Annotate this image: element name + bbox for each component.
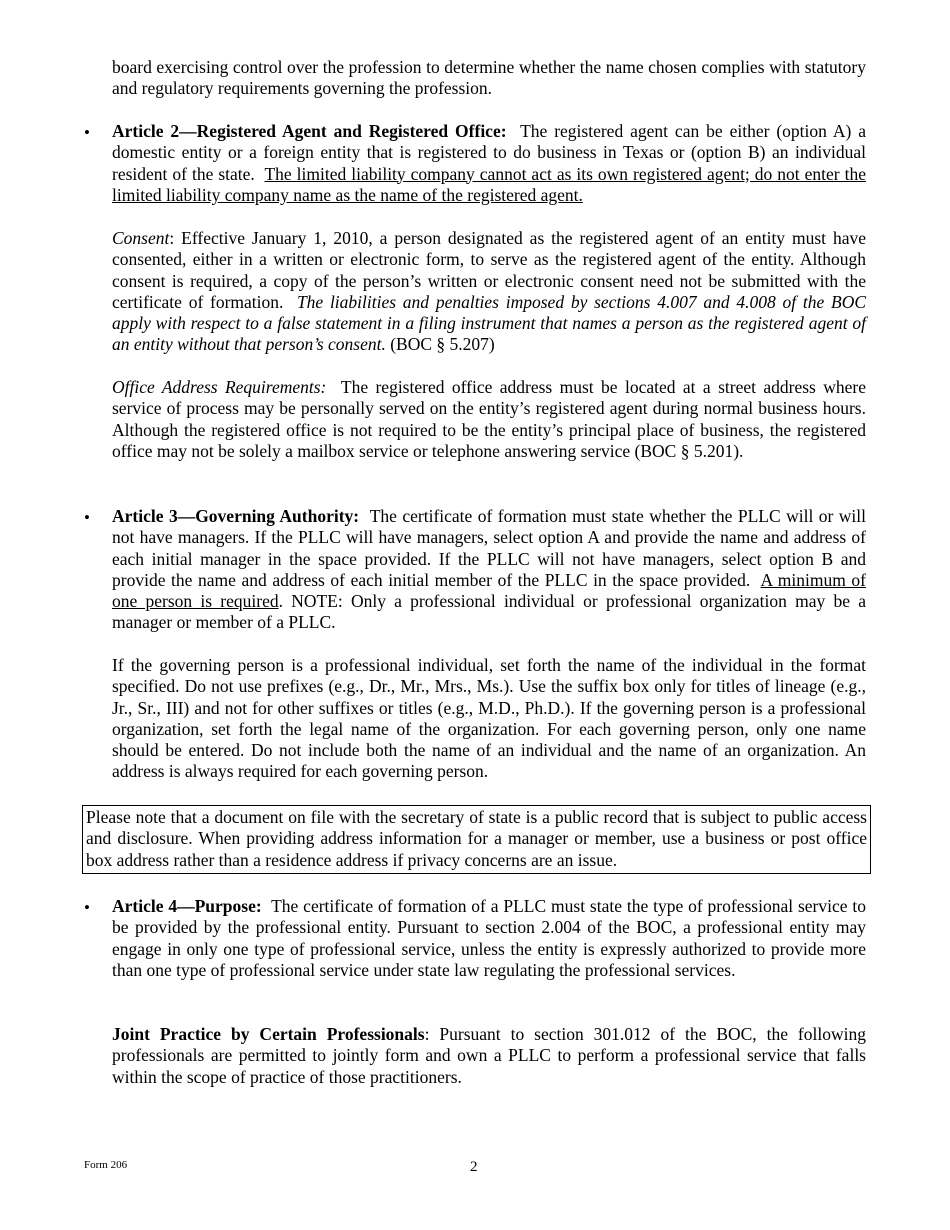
consent-text: : Effective January 1, 2010, a person designated as the registered agent of an entity must have consented, either in a written or electronic form, to serve as the registered agent of the entity. Although consent is required, a copy of the person’s written or electronic consent need not be submitted with the certificate of formation. xyxy=(112,228,866,312)
joint-practice-paragraph xyxy=(112,1024,866,1088)
form-number-footer: Form 206 xyxy=(84,1159,128,1171)
privacy-notice-box: Please note that a document on file with the secretary of state is a public record that is subject to public access and disclosure. When providing address information for a manager or member, use a business or post office box address rather than a residence address if privacy concerns are an issue. xyxy=(82,805,871,874)
consent-citation: (BOC § 5.207) xyxy=(390,334,495,355)
governing-person-paragraph: If the governing person is a professional individual, set forth the name of the individual in the format specified. Do not use prefixes (e.g., Dr., Mr., Mrs., Ms.). Use the suffix box only for titles of lineage (e.g., Jr., Sr., III) and not for other suffixes or titles (e.g., M.D., Ph.D.). If the governing person is a professional organization, set forth the legal name of the organization. For each governing person, only one name should be entered. Do not include both the name of an individual and the name of an organization. An address is always required for each governing person. xyxy=(112,655,866,782)
page-number: 2 xyxy=(470,1159,478,1175)
joint-practice-text: : Pursuant to section 301.012 of the BOC, the following professionals are permitted to jointly form and own a PLLC to perform a professional service that falls within the scope of practice of those practitioners. xyxy=(112,1024,866,1087)
article-3-paragraph xyxy=(112,506,866,634)
article-3-text: The certificate of formation must state whether the PLLC will or will not have managers. If the PLLC will have managers, select option A and provide the name and address of each initial manager in the space provided. If the PLLC will not have managers, select option B and provide the name and address of each initial member of the PLLC in the space provided. xyxy=(112,506,867,590)
office-address-paragraph xyxy=(112,377,866,462)
consent-paragraph xyxy=(112,228,866,356)
article-2-text: The registered agent can be either (option A) a domestic entity or a foreign entity that is registered to do business in Texas or (option B) an individual resident of the state. xyxy=(112,121,866,184)
article-3-minimum-requirement: A minimum of one person is required xyxy=(112,569,866,612)
office-address-text: The registered office address must be located at a street address where service of process may be personally served on the entity’s registered agent during normal business hours. Although the registered office is not required to be the entity’s principal place of business, the registered office may not be solely a mailbox service or telephone answering service (BOC § 5.201). xyxy=(112,377,867,461)
bullet-article-3: • xyxy=(84,508,90,527)
intro-continuation-paragraph: board exercising control over the profession to determine whether the name chosen complies with statutory and regulatory requirements governing the profession. xyxy=(112,57,866,99)
consent-label: Consent xyxy=(112,228,170,248)
article-2-paragraph xyxy=(112,121,866,206)
article-2-heading: Article 2—Registered Agent and Registered Office: xyxy=(112,121,507,141)
article-4-heading: Article 4—Purpose: xyxy=(112,896,262,916)
joint-practice-label: Joint Practice by Certain Professionals xyxy=(112,1024,425,1044)
article-4-text: The certificate of formation of a PLLC must state the type of professional service to be provided by the professional entity. Pursuant to section 2.004 of the BOC, a professional entity may engage in only one type of professional service, unless the entity is expressly authorized to provide more than one type of professional service under state law regulating the professional services. xyxy=(112,896,866,980)
consent-liability-text: The liabilities and penalties imposed by sections 4.007 and 4.008 of the BOC apply with respect to a false statement in a filing instrument that names a person as the registered agent of an entity without that person’s consent. xyxy=(112,291,867,355)
article-4-paragraph xyxy=(112,896,866,981)
office-address-label: Office Address Requirements: xyxy=(112,377,327,397)
article-3-heading: Article 3—Governing Authority: xyxy=(112,506,360,526)
article-3-note: . NOTE: Only a professional individual or professional organization may be a manager or member of a PLLC. xyxy=(112,591,866,633)
bullet-article-2: • xyxy=(84,123,90,142)
article-2-underlined-warning: The limited liability company cannot act as its own registered agent; do not enter the limited liability company name as the name of the registered agent. xyxy=(112,163,866,205)
bullet-article-4: • xyxy=(84,898,90,917)
